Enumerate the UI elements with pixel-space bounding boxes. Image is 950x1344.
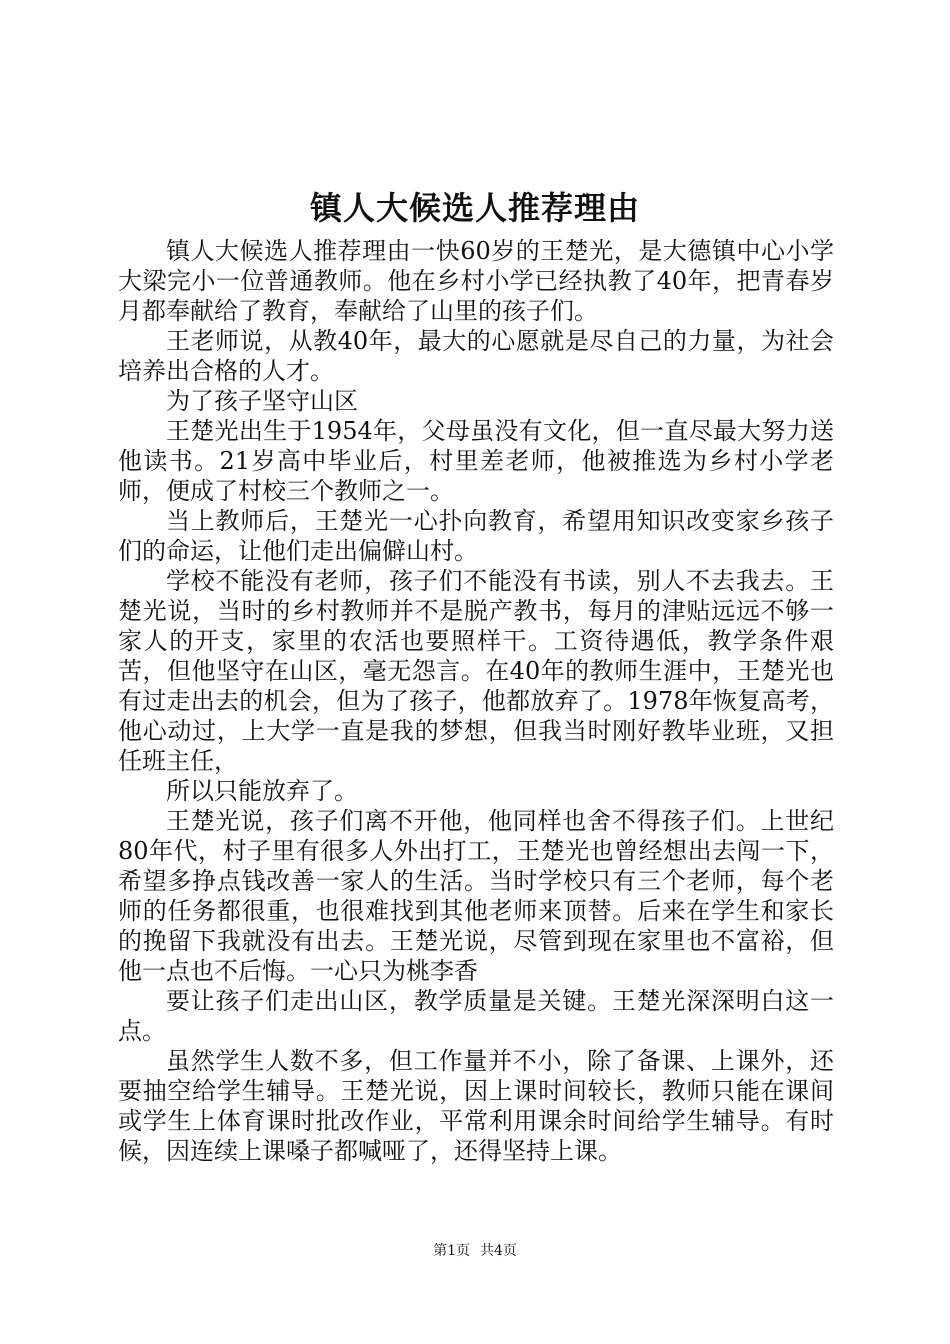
- page-footer: [0, 1241, 950, 1261]
- paragraph: 王楚光说，孩子们离不开他，他同样也舍不得孩子们。上世纪80年代，村子里有很多人外出打工，王楚光也曾经想出去闯一下，希望多挣点钱改善一家人的生活。当时学校只有三个老师，每个老师的任务都很重，也很难找到其他老师来顶替。后来在学生和家长的挽留下我就没有出去。王楚光说，尽管到现在家里也不富裕，但他一点也不后悔。一心只为桃李香: [118, 807, 834, 985]
- paragraph: 镇人大候选人推荐理由一快60岁的王楚光，是大德镇中心小学大梁完小一位普通教师。他在乡村小学已经执教了40年，把青春岁月都奉献给了教育，奉献给了山里的孩子们。: [118, 237, 834, 325]
- paragraph: 学校不能没有老师，孩子们不能没有书读，别人不去我去。王楚光说，当时的乡村教师并不是脱产教书，每月的津贴远远不够一家人的开支，家里的农活也要照样干。工资待遇低，教学条件艰苦，但他坚守在山区，毫无怨言。在40年的教师生涯中，王楚光也有过走出去的机会，但为了孩子，他都放弃了。1978年恢复高考，他心动过，上大学一直是我的梦想，但我当时刚好教毕业班，又担任班主任，: [118, 567, 834, 775]
- paragraph: 要让孩子们走出山区，教学质量是关键。王楚光深深明白这一点。: [118, 987, 834, 1045]
- paragraph: 当上教师后，王楚光一心扑向教育，希望用知识改变家乡孩子们的命运，让他们走出偏僻山村。: [118, 507, 834, 565]
- document-body: [118, 236, 834, 1166]
- page-total: 共4页: [480, 1243, 517, 1259]
- page-number: 第1页: [433, 1243, 470, 1259]
- paragraph: 王楚光出生于1954年，父母虽没有文化，但一直尽最大努力送他读书。21岁高中毕业后，村里差老师，他被推选为乡村小学老师，便成了村校三个教师之一。: [118, 417, 834, 505]
- paragraph: 王老师说，从教40年，最大的心愿就是尽自己的力量，为社会培养出合格的人才。: [118, 327, 834, 385]
- document-title: 镇人大候选人推荐理由: [309, 189, 640, 227]
- paragraph: 虽然学生人数不多，但工作量并不小，除了备课、上课外，还要抽空给学生辅导。王楚光说，因上课时间较长，教师只能在课间或学生上体育课时批改作业，平常利用课余时间给学生辅导。有时候，因连续上课嗓子都喊哑了，还得坚持上课。: [118, 1047, 834, 1165]
- section-heading: 为了孩子坚守山区: [166, 387, 358, 415]
- paragraph: 所以只能放弃了。: [166, 777, 358, 805]
